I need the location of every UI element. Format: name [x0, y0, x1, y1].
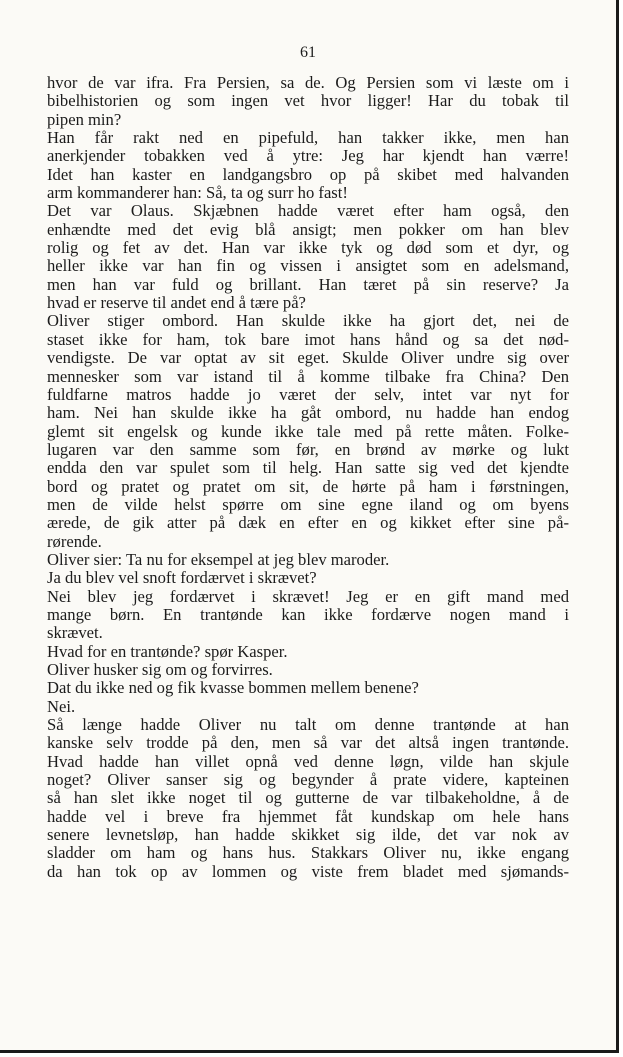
text-line: anerkjender tobakken ved å ytre: Jeg har kjendt han værre! — [47, 146, 569, 166]
text-line: arm kommanderer han: Så, ta og surr ho fast! — [47, 183, 348, 203]
text-line: hadde vel i breve fra hjemmet fåt kundskap om hele hans — [47, 806, 569, 826]
text-line: mennesker som var istand til å komme tilbake fra China? Den — [47, 366, 569, 386]
text-line: Oliver stiger ombord. Han skulde ikke ha gjort det, nei de — [47, 311, 569, 331]
text-line: Oliver sier: Ta nu for eksempel at jeg blev maroder. — [47, 549, 390, 569]
text-line: sladder om ham og hans hus. Stakkars Oliver nu, ikke engang — [47, 843, 569, 863]
text-line: Hvad for en trantønde? spør Kasper. — [47, 641, 288, 661]
text-line: lugaren var den samme som før, en brønd av mørke og lukt — [47, 439, 569, 459]
text-line: bibelhistorien og som ingen vet hvor ligger! Har du tobak til — [47, 91, 569, 111]
text-line: Så længe hadde Oliver nu talt om denne trantønde at han — [47, 715, 569, 735]
text-line: Det var Olaus. Skjæbnen hadde været efter ham også, den — [47, 201, 569, 221]
text-line: pipen min? — [47, 109, 122, 129]
text-line: rolig og fet av det. Han var ikke tyk og død som et dyr, og — [47, 238, 569, 258]
text-line: Nei. — [47, 696, 76, 716]
text-line: staset ikke for ham, tok bare imot hans hånd og sa det nød- — [47, 329, 569, 349]
text-line: ham. Nei han skulde ikke ha gåt ombord, nu hadde han endog — [47, 403, 569, 423]
text-line: senere levnetsløp, han hadde skikket sig ilde, det var nok av — [47, 825, 569, 845]
text-line: bord og pratet og pratet om sit, de hørte på ham i førstningen, — [47, 476, 569, 496]
text-line: Hvad hadde han villet opnå ved denne løgn, vilde han skjule — [47, 751, 569, 771]
text-line: hvor de var ifra. Fra Persien, sa de. Og Persien som vi læste om i — [47, 73, 569, 92]
text-line: men han var fuld og brillant. Han tæret på sin reserve? Ja — [47, 274, 569, 294]
text-line: kanske selv trodde på den, men så var det altså ingen trantønde. — [47, 733, 569, 753]
text-line: Dat du ikke ned og fik kvasse bommen mellem benene? — [47, 678, 419, 698]
text-line: endda den var spulet som til helg. Han satte sig ved det kjendte — [47, 458, 569, 478]
text-line: ærede, de gik atter på dæk en efter en og kikket efter sine på- — [47, 513, 569, 533]
text-line: fuldfarne matros hadde jo været der selv, intet var nyt for — [47, 384, 569, 404]
text-line: Idet han kaster en landgangsbro op på skibet med halvanden — [47, 164, 569, 184]
text-line: mange børn. En trantønde kan ikke fordærve nogen mand i — [47, 604, 569, 624]
text-line: vendigste. De var optat av sit eget. Skulde Oliver undre sig over — [47, 348, 569, 368]
text-line: da han tok op av lommen og viste frem bladet med sjømands- — [47, 861, 569, 881]
text-line: rørende. — [47, 531, 102, 551]
text-line: Oliver husker sig om og forvirres. — [47, 660, 273, 679]
text-line: men de vilde helst spørre om sine egne iland og om byens — [47, 494, 569, 514]
text-line: så han slet ikke noget til og gutterne de var tilbakeholdne, å de — [47, 788, 569, 808]
text-line: Han får rakt ned en pipefuld, han takker ikke, men han — [47, 128, 569, 148]
text-line: enhændte med det evig blå ansigt; men pokker om han blev — [47, 219, 569, 239]
text-line: hvad er reserve til andet end å tære på? — [47, 293, 306, 313]
body-text — [47, 74, 569, 881]
text-line: noget? Oliver sanser sig og begynder å prate videre, kapteinen — [47, 770, 569, 790]
text-line: Ja du blev vel snoft fordærvet i skrævet? — [47, 568, 317, 588]
page-number: 61 — [300, 44, 316, 61]
text-line: glemt sit engelsk og kunde ikke tale med på rette måten. Folke- — [47, 421, 569, 441]
text-line: skrævet. — [47, 623, 103, 643]
text-line: heller ikke var han fin og vissen i ansigtet som en adelsmand, — [47, 256, 569, 276]
text-line: Nei blev jeg fordærvet i skrævet! Jeg er en gift mand med — [47, 586, 569, 606]
